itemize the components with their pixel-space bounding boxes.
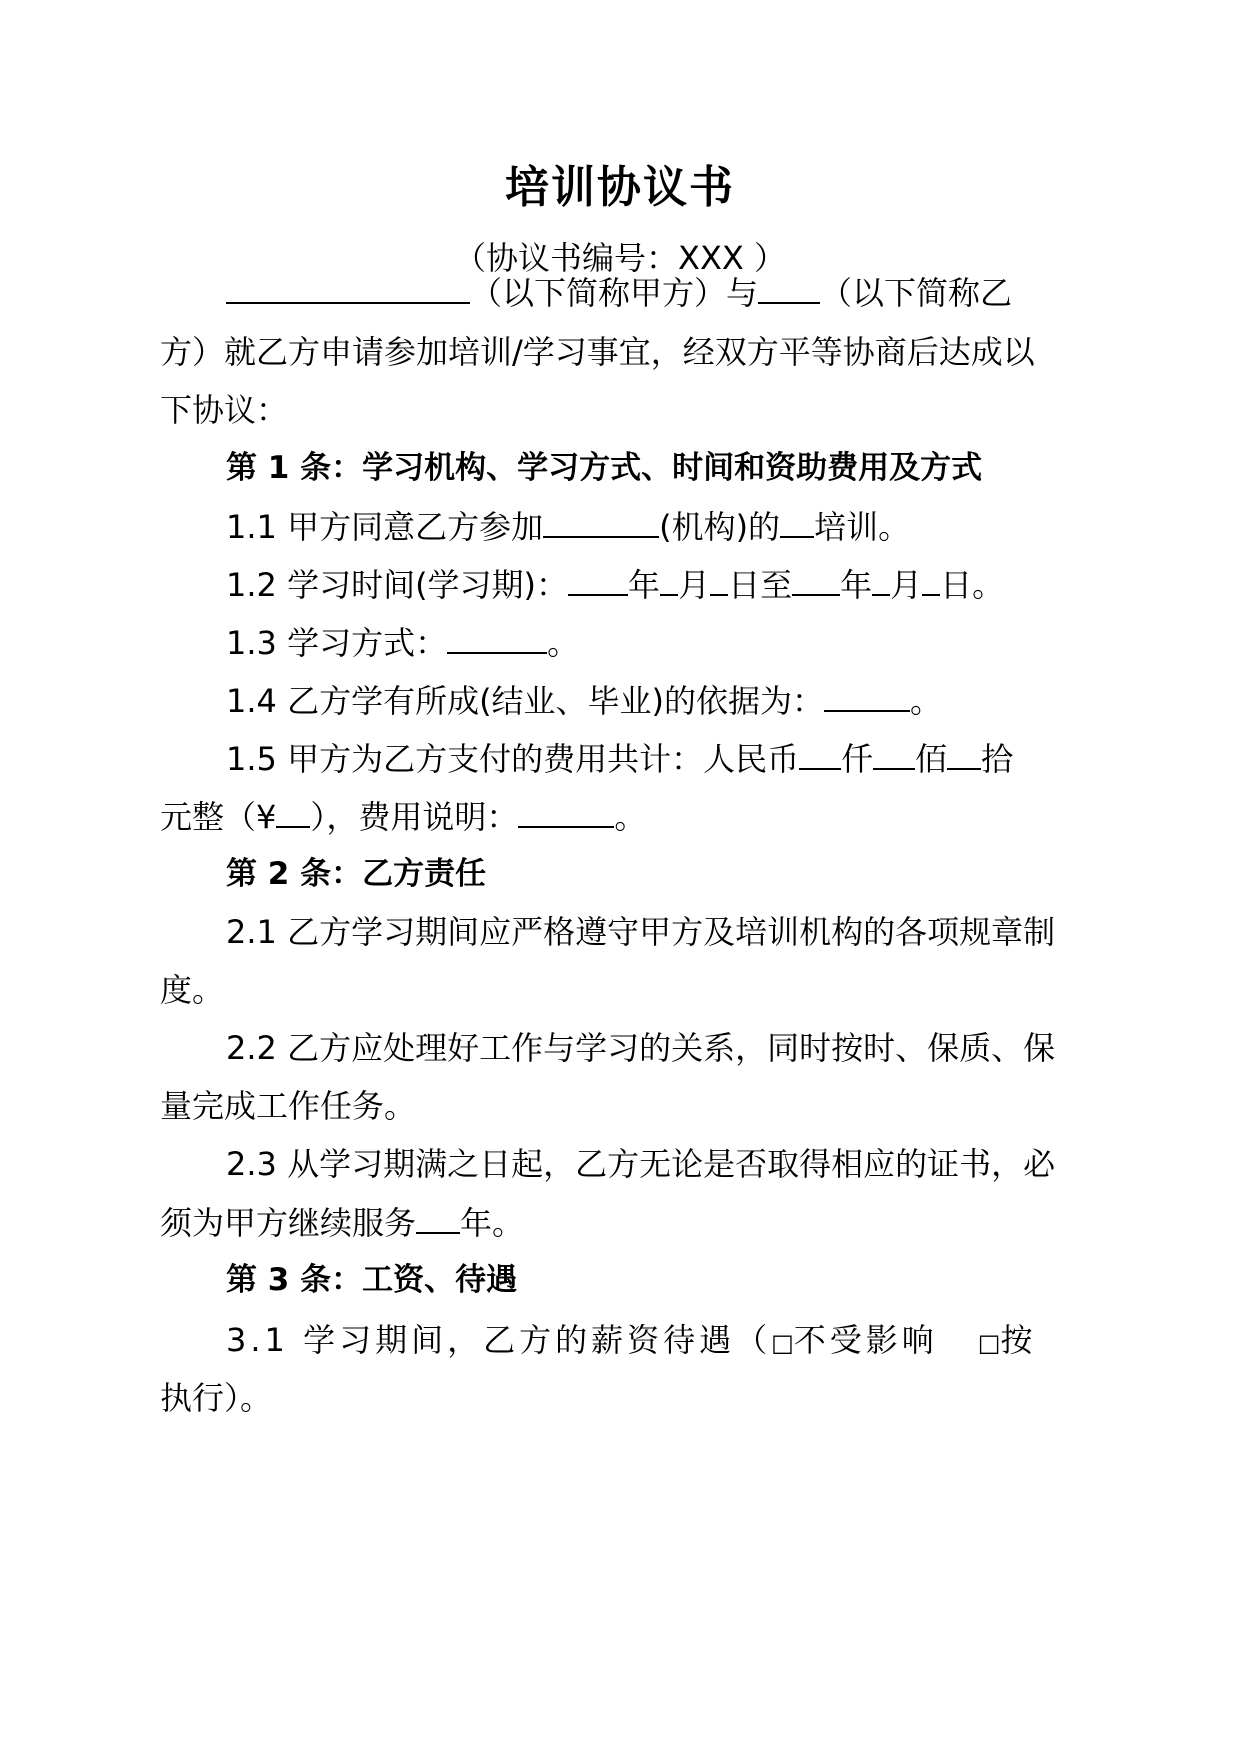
clause-text: 培训。 bbox=[814, 508, 911, 546]
clause-text: 须为甲方继续服务 bbox=[160, 1204, 417, 1242]
month-label: 月 bbox=[678, 566, 711, 604]
day-label: 日。 bbox=[940, 566, 1005, 604]
end-month-blank[interactable] bbox=[872, 562, 890, 596]
unit-label: 仟 bbox=[841, 740, 874, 778]
clause-2-1-line-2: 度。 bbox=[160, 971, 225, 1009]
day-to-label: 日至 bbox=[728, 566, 793, 604]
clause-text: (机构)的 bbox=[659, 508, 781, 546]
clause-1-2 bbox=[226, 562, 1004, 607]
month-label: 月 bbox=[890, 566, 923, 604]
clause-2-1-line-1: 2.1 乙方学习期间应严格遵守甲方及培训机构的各项规章制 bbox=[226, 913, 1056, 951]
clause-text: 3.1 学习期间，乙方的薪资待遇（ bbox=[226, 1321, 772, 1359]
clause-text: 。 bbox=[910, 682, 943, 720]
article-1-heading: 第 1 条：学习机构、学习方式、时间和资助费用及方式 bbox=[226, 450, 983, 486]
intro-text: （以下简称甲方）与 bbox=[470, 274, 759, 312]
clause-text: 年。 bbox=[460, 1204, 525, 1242]
tens-blank[interactable] bbox=[947, 736, 981, 770]
intro-line-1 bbox=[226, 270, 1012, 315]
clause-3-1-line-1 bbox=[226, 1318, 1036, 1365]
article-2-heading: 第 2 条：乙方责任 bbox=[226, 856, 487, 892]
clause-text: 1.5 甲方为乙方支付的费用共计：人民币 bbox=[226, 740, 800, 778]
clause-1-1 bbox=[226, 504, 910, 549]
intro-text: （以下简称乙 bbox=[820, 274, 1013, 312]
clause-text: 1.4 乙方学有所成(结业、毕业)的依据为： bbox=[226, 682, 825, 720]
clause-2-3-line-1: 2.3 从学习期满之日起，乙方无论是否取得相应的证书，必 bbox=[226, 1145, 1056, 1183]
completion-basis-blank[interactable] bbox=[824, 678, 910, 712]
unit-label: 佰 bbox=[915, 740, 948, 778]
clause-text: 。 bbox=[547, 624, 580, 662]
service-years-blank[interactable] bbox=[416, 1200, 460, 1234]
thousands-blank[interactable] bbox=[799, 736, 841, 770]
clause-text: 1.3 学习方式： bbox=[226, 624, 448, 662]
institution-blank[interactable] bbox=[543, 504, 659, 538]
clause-text: 1.2 学习时间(学习期)： bbox=[226, 566, 569, 604]
clause-1-5-line-2 bbox=[160, 794, 646, 839]
end-year-blank[interactable] bbox=[792, 562, 840, 596]
option-label: 不受影响 bbox=[793, 1321, 938, 1359]
clause-text: 元整（¥ bbox=[160, 798, 277, 836]
clause-2-2-line-1: 2.2 乙方应处理好工作与学习的关系，同时按时、保质、保 bbox=[226, 1029, 1056, 1067]
start-day-blank[interactable] bbox=[710, 562, 728, 596]
year-label: 年 bbox=[840, 566, 873, 604]
option-label: 按 bbox=[1000, 1321, 1037, 1359]
checkbox-unaffected[interactable]: □ bbox=[771, 1329, 794, 1357]
hundreds-blank[interactable] bbox=[873, 736, 915, 770]
clause-3-1-line-2: 执行）。 bbox=[160, 1379, 273, 1417]
end-day-blank[interactable] bbox=[922, 562, 940, 596]
start-year-blank[interactable] bbox=[568, 562, 628, 596]
checkbox-according-to[interactable]: □ bbox=[977, 1329, 1001, 1357]
party-b-blank[interactable] bbox=[758, 270, 820, 304]
party-a-blank[interactable] bbox=[226, 270, 470, 304]
clause-2-2-line-2: 量完成工作任务。 bbox=[160, 1087, 417, 1125]
document-title: 培训协议书 bbox=[505, 162, 735, 213]
article-3-heading: 第 3 条：工资、待遇 bbox=[226, 1262, 518, 1298]
clause-1-3 bbox=[226, 620, 579, 665]
agreement-number: （协议书编号：XXX ） bbox=[454, 239, 786, 277]
study-method-blank[interactable] bbox=[447, 620, 547, 654]
intro-line-2: 方）就乙方申请参加培训/学习事宜，经双方平等协商后达成以 bbox=[160, 333, 1035, 371]
clause-text: 1.1 甲方同意乙方参加 bbox=[226, 508, 544, 546]
clause-2-3-line-2 bbox=[160, 1200, 524, 1245]
unit-label: 拾 bbox=[981, 740, 1014, 778]
clause-text: 。 bbox=[614, 798, 647, 836]
intro-line-3: 下协议： bbox=[160, 391, 289, 429]
amount-blank[interactable] bbox=[276, 794, 310, 828]
clause-text: ），费用说明： bbox=[310, 798, 519, 836]
clause-1-4 bbox=[226, 678, 942, 723]
fee-note-blank[interactable] bbox=[518, 794, 614, 828]
year-label: 年 bbox=[628, 566, 661, 604]
clause-1-5-line-1 bbox=[226, 736, 1013, 781]
training-blank[interactable] bbox=[780, 504, 814, 538]
start-month-blank[interactable] bbox=[660, 562, 678, 596]
